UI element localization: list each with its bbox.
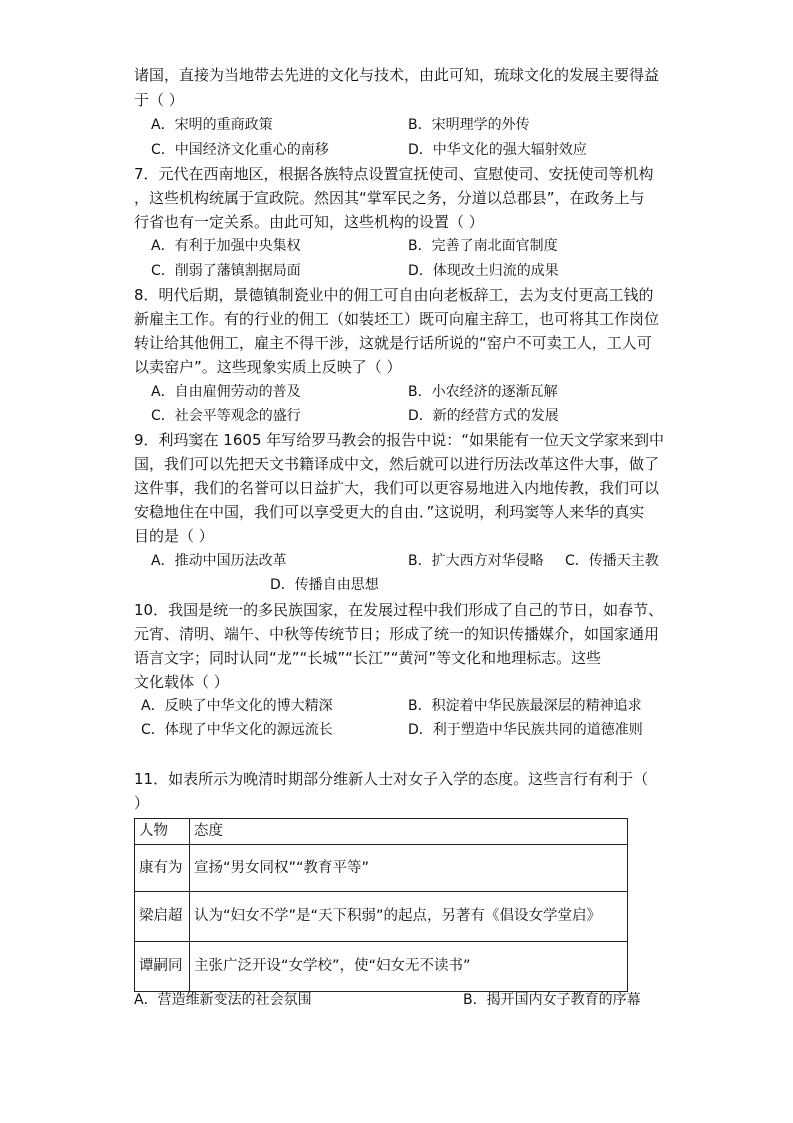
q8-stem-line-4: 以卖窑户”。这些现象实质上反映了（ ）	[134, 358, 402, 376]
q9-stem-line-5: 目的是（ ）	[134, 527, 214, 545]
q8-stem-line-1: 8．明代后期，景德镇制瓷业中的佣工可自由向老板辞工，去为支付更高工钱的	[134, 286, 654, 304]
q9-option-a: A．推动中国历法改革	[151, 553, 287, 569]
table-cell-person: 康有为	[135, 845, 190, 892]
table-cell-person: 谭嗣同	[135, 942, 190, 992]
q11-option-a: A．营造维新变法的社会氛围	[134, 992, 312, 1008]
q8-option-c: C．社会平等观念的盛行	[151, 408, 301, 424]
q9-stem-line-1: 9．利玛窦在 1605 年写给罗马教会的报告中说：“如果能有一位天文学家来到中	[134, 431, 665, 449]
table-row	[135, 845, 628, 892]
q9-stem-line-3: 这件事，我们的名誉可以日益扩大，我们可以更容易地进入内地传教，我们可以	[134, 479, 660, 497]
table-cell-attitude: 主张广泛开设“女学校”，使“妇女无不读书”	[190, 942, 628, 992]
q10-stem-line-4: 文化载体（ ）	[134, 673, 229, 691]
q7-option-c: C．削弱了藩镇割据局面	[151, 263, 301, 279]
q6-option-c: C．中国经济文化重心的南移	[151, 142, 329, 158]
table-header-row	[135, 819, 628, 845]
q8-stem-line-3: 转让给其他佣工，雇主不得干涉，这就是行话所说的“窑户不可卖工人，工人可	[134, 334, 652, 352]
q10-stem-line-1: 10．我国是统一的多民族国家，在发展过程中我们形成了自己的节日，如春节、	[134, 601, 664, 619]
q6-option-b: B．宋明理学的外传	[408, 117, 530, 133]
q9-option-d: D．传播自由思想	[270, 577, 379, 593]
q11-stem-line-2: ）	[134, 794, 150, 812]
q6-stem-line-1: 诸国，直接为当地带去先进的文化与技术，由此可知，琉球文化的发展主要得益	[134, 66, 660, 84]
q7-stem-line-3: 行省也有一定关系。由此可知，这些机构的设置（ ）	[134, 213, 484, 231]
q9-option-c: C．传播天主教	[565, 553, 659, 569]
q10-option-a: A．反映了中华文化的博大精深	[141, 698, 333, 714]
q10-stem-line-2: 元宵、清明、端午、中秋等传统节日；形成了统一的知识传播媒介，如国家通用	[134, 625, 660, 643]
q6-option-d: D．中华文化的强大辐射效应	[408, 142, 587, 158]
q10-stem-line-3: 语言文字；同时认同“龙”“长城”“长江”“黄河”等文化和地理标志。这些	[134, 649, 602, 667]
q11-table	[134, 818, 628, 992]
q6-option-a: A．宋明的重商政策	[151, 117, 273, 133]
q8-option-a: A．自由雇佣劳动的普及	[151, 384, 301, 400]
table-row	[135, 942, 628, 992]
q8-option-b: B．小农经济的逐渐瓦解	[408, 384, 558, 400]
table-cell-person: 梁启超	[135, 892, 190, 942]
q6-stem-line-2: 于（ ）	[134, 91, 184, 109]
q7-stem-line-2: ，这些机构统属于宣政院。然因其“掌军民之务，分道以总郡县”，在政务上与	[134, 189, 645, 207]
table-row	[135, 892, 628, 942]
q10-option-b: B．积淀着中华民族最深层的精神追求	[408, 698, 642, 714]
q9-option-b: B．扩大西方对华侵略	[408, 553, 544, 569]
q7-stem-line-1: 7．元代在西南地区，根据各族特点设置宣抚使司、宣慰使司、安抚使司等机构	[134, 165, 654, 183]
q7-option-b: B．完善了南北面官制度	[408, 238, 558, 254]
q11-stem-line-1: 11．如表所示为晚清时期部分维新人士对女子入学的态度。这些言行有利于（	[134, 770, 649, 788]
table-header-cell: 态度	[190, 819, 628, 845]
q9-stem-line-2: 国，我们可以先把天文书籍译成中文，然后就可以进行历法改革这件大事，做了	[134, 455, 660, 473]
table-cell-attitude: 宣扬“男女同权”“教育平等”	[190, 845, 628, 892]
q8-stem-line-2: 新雇主工作。有的行业的佣工（如装坯工）既可向雇主辞工，也可将其工作岗位	[134, 310, 660, 328]
q7-option-a: A．有利于加强中央集权	[151, 238, 301, 254]
q10-option-d: D．利于塑造中华民族共同的道德准则	[408, 722, 643, 738]
q7-option-d: D．体现改土归流的成果	[408, 263, 559, 279]
q10-option-c: C．体现了中华文化的源远流长	[141, 722, 333, 738]
q8-option-d: D．新的经营方式的发展	[408, 408, 559, 424]
q11-option-b: B．揭开国内女子教育的序幕	[463, 992, 641, 1008]
q9-stem-line-4: 安稳地住在中国，我们可以享受更大的自由．”这说明，利玛窦等人来华的真实	[134, 503, 645, 521]
table-cell-attitude: 认为“妇女不学”是“天下积弱”的起点，另著有《倡设女学堂启》	[190, 892, 628, 942]
table-header-cell: 人物	[135, 819, 190, 845]
